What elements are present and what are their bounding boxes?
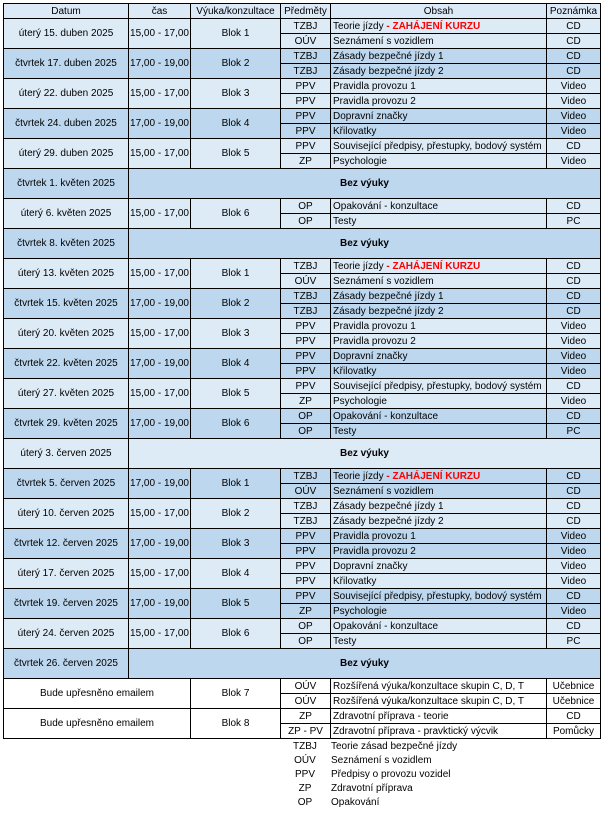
subject-code: TZBJ <box>281 259 331 274</box>
subject-code: OP <box>281 199 331 214</box>
legend-row <box>283 767 457 781</box>
content-cell <box>331 34 547 49</box>
table-row <box>4 619 601 634</box>
date-cell: úterý 29. duben 2025 <box>4 139 129 169</box>
time-cell: 17,00 - 19,00 <box>129 49 191 79</box>
note-cell: CD <box>547 274 601 289</box>
content-cell <box>331 109 547 124</box>
legend-row <box>283 739 457 753</box>
note-cell: Video <box>547 154 601 169</box>
block-cell: Blok 8 <box>191 709 281 739</box>
time-cell: 15,00 - 17,00 <box>129 19 191 49</box>
subject-code: OÚV <box>281 484 331 499</box>
header-vyuka: Výuka/konzultace <box>191 4 281 19</box>
date-cell: čtvrtek 26. červen 2025 <box>4 649 129 679</box>
table-row <box>4 259 601 274</box>
note-cell: CD <box>547 379 601 394</box>
header-predmety: Předměty <box>281 4 331 19</box>
date-cell: čtvrtek 12. červen 2025 <box>4 529 129 559</box>
no-lesson-row <box>4 169 601 199</box>
date-cell: čtvrtek 15. květen 2025 <box>4 289 129 319</box>
legend-description: Předpisy o provozu vozidel <box>331 768 451 780</box>
date-cell: úterý 6. květen 2025 <box>4 199 129 229</box>
content-cell <box>331 469 547 484</box>
time-cell: 17,00 - 19,00 <box>129 349 191 379</box>
content-text: Opakování - konzultace <box>333 410 439 422</box>
note-cell: Video <box>547 319 601 334</box>
note-cell: CD <box>547 709 601 724</box>
subject-code: TZBJ <box>281 289 331 304</box>
note-cell: CD <box>547 199 601 214</box>
note-cell: Video <box>547 94 601 109</box>
subject-code: ZP - PV <box>281 724 331 739</box>
note-cell: Video <box>547 604 601 619</box>
time-cell: 15,00 - 17,00 <box>129 619 191 649</box>
content-text: Rozšířená výuka/konzultace skupin C, D, T <box>333 680 525 692</box>
date-cell: úterý 22. duben 2025 <box>4 79 129 109</box>
note-cell: CD <box>547 19 601 34</box>
date-cell: čtvrtek 19. červen 2025 <box>4 589 129 619</box>
subject-code: TZBJ <box>281 64 331 79</box>
content-text: Opakování - konzultace <box>333 620 439 632</box>
content-text: Teorie jízdy <box>333 470 384 482</box>
note-cell: Učebnice <box>547 679 601 694</box>
note-cell: Video <box>547 559 601 574</box>
date-cell: úterý 27. květen 2025 <box>4 379 129 409</box>
date-cell: úterý 3. červen 2025 <box>4 439 129 469</box>
content-cell <box>331 709 547 724</box>
block-cell: Blok 3 <box>191 529 281 559</box>
content-text: Rozšířená výuka/konzultace skupin C, D, T <box>333 695 525 707</box>
note-cell: CD <box>547 469 601 484</box>
content-text: Pravidla provozu 2 <box>333 545 416 557</box>
block-cell: Blok 5 <box>191 139 281 169</box>
content-text: Zásady bezpečné jízdy 1 <box>333 500 444 512</box>
content-text: Zásady bezpečné jízdy 2 <box>333 515 444 527</box>
subject-code: ZP <box>281 709 331 724</box>
note-cell: PC <box>547 424 601 439</box>
content-text: Křilovatky <box>333 575 377 587</box>
subject-code: OP <box>281 634 331 649</box>
subject-code: OP <box>281 409 331 424</box>
legend-code: TZBJ <box>293 740 317 752</box>
content-cell <box>331 529 547 544</box>
table-row <box>4 409 601 424</box>
date-cell: čtvrtek 5. červen 2025 <box>4 469 129 499</box>
content-text: Pravidla provozu 1 <box>333 320 416 332</box>
content-cell <box>331 574 547 589</box>
header-cas: čas <box>129 4 191 19</box>
content-cell <box>331 589 547 604</box>
subject-code: PPV <box>281 94 331 109</box>
date-cell: čtvrtek 24. duben 2025 <box>4 109 129 139</box>
table-row <box>4 379 601 394</box>
time-cell: 17,00 - 19,00 <box>129 469 191 499</box>
content-cell <box>331 19 547 34</box>
content-text: Seznámení s vozidlem <box>333 485 434 497</box>
note-cell: CD <box>547 589 601 604</box>
subject-code: OÚV <box>281 34 331 49</box>
table-row <box>4 589 601 604</box>
note-cell: CD <box>547 139 601 154</box>
content-text: Zásady bezpečné jízdy 1 <box>333 290 444 302</box>
header-poznamka: Poznámka <box>547 4 601 19</box>
content-text: Testy <box>333 425 357 437</box>
time-cell: 17,00 - 19,00 <box>129 529 191 559</box>
content-cell <box>331 274 547 289</box>
content-cell <box>331 289 547 304</box>
date-cell: úterý 17. červen 2025 <box>4 559 129 589</box>
note-cell: CD <box>547 484 601 499</box>
content-text: Teorie jízdy <box>333 20 384 32</box>
content-cell <box>331 334 547 349</box>
course-start-label: - ZAHÁJENÍ KURZU <box>386 20 481 32</box>
block-cell: Blok 4 <box>191 559 281 589</box>
table-row <box>4 199 601 214</box>
content-text: Seznámení s vozidlem <box>333 35 434 47</box>
subject-code: OÚV <box>281 679 331 694</box>
schedule-table <box>3 3 601 739</box>
subject-code: PPV <box>281 109 331 124</box>
note-cell: Video <box>547 574 601 589</box>
content-text: Pravidla provozu 1 <box>333 80 416 92</box>
content-cell <box>331 724 547 739</box>
note-cell: PC <box>547 634 601 649</box>
legend-code: PPV <box>294 768 315 780</box>
time-cell: 17,00 - 19,00 <box>129 409 191 439</box>
legend-code: OP <box>297 796 313 808</box>
subject-code: PPV <box>281 364 331 379</box>
content-text: Zásady bezpečné jízdy 2 <box>333 65 444 77</box>
content-cell <box>331 199 547 214</box>
block-cell: Blok 6 <box>191 619 281 649</box>
content-text: Související předpisy, přestupky, bodový systém <box>333 140 542 152</box>
header-row <box>4 4 601 19</box>
legend-description: Teorie zásad bezpečné jízdy <box>331 740 458 752</box>
content-text: Testy <box>333 215 357 227</box>
table-row <box>4 139 601 154</box>
content-text: Zásady bezpečné jízdy 2 <box>333 305 444 317</box>
legend-code: OÚV <box>294 754 316 766</box>
content-text: Zásady bezpečné jízdy 1 <box>333 50 444 62</box>
time-cell: 15,00 - 17,00 <box>129 499 191 529</box>
note-cell: Video <box>547 109 601 124</box>
content-text: Psychologie <box>333 395 387 407</box>
content-cell <box>331 64 547 79</box>
time-cell: 15,00 - 17,00 <box>129 379 191 409</box>
note-cell: Video <box>547 544 601 559</box>
no-lesson-row <box>4 229 601 259</box>
note-cell: Pomůcky <box>547 724 601 739</box>
note-cell: Video <box>547 349 601 364</box>
subject-code: ZP <box>281 154 331 169</box>
note-cell: CD <box>547 619 601 634</box>
table-row <box>4 469 601 484</box>
subject-code: PPV <box>281 334 331 349</box>
subject-code: PPV <box>281 139 331 154</box>
table-row <box>4 709 601 724</box>
table-row <box>4 49 601 64</box>
content-text: Dopravní značky <box>333 350 408 362</box>
time-cell: 15,00 - 17,00 <box>129 259 191 289</box>
subject-code: OÚV <box>281 694 331 709</box>
content-cell <box>331 364 547 379</box>
content-cell <box>331 94 547 109</box>
content-cell <box>331 214 547 229</box>
subject-code: OP <box>281 424 331 439</box>
time-cell: 17,00 - 19,00 <box>129 589 191 619</box>
subject-code: TZBJ <box>281 19 331 34</box>
note-cell: CD <box>547 49 601 64</box>
legend-row <box>283 753 457 767</box>
block-cell: Blok 1 <box>191 469 281 499</box>
date-cell: úterý 13. květen 2025 <box>4 259 129 289</box>
subject-code: TZBJ <box>281 469 331 484</box>
time-cell: 15,00 - 17,00 <box>129 199 191 229</box>
subject-code: TZBJ <box>281 499 331 514</box>
content-cell <box>331 124 547 139</box>
content-text: Pravidla provozu 2 <box>333 335 416 347</box>
subject-code: PPV <box>281 559 331 574</box>
no-lesson-row <box>4 649 601 679</box>
content-cell <box>331 679 547 694</box>
block-cell: Blok 4 <box>191 349 281 379</box>
subject-code: PPV <box>281 79 331 94</box>
time-cell: 15,00 - 17,00 <box>129 319 191 349</box>
legend-row <box>283 781 457 795</box>
content-text: Zdravotní příprava - teorie <box>333 710 449 722</box>
date-cell: úterý 15. duben 2025 <box>4 19 129 49</box>
content-cell <box>331 349 547 364</box>
content-text: Dopravní značky <box>333 110 408 122</box>
date-cell: Bude upřesněno emailem <box>4 709 191 739</box>
note-cell: Video <box>547 529 601 544</box>
content-cell <box>331 424 547 439</box>
note-cell: Video <box>547 124 601 139</box>
legend-description: Seznámení s vozidlem <box>331 754 432 766</box>
content-cell <box>331 604 547 619</box>
note-cell: CD <box>547 259 601 274</box>
content-text: Psychologie <box>333 155 387 167</box>
content-cell <box>331 514 547 529</box>
subject-code: PPV <box>281 124 331 139</box>
note-cell: PC <box>547 214 601 229</box>
block-cell: Blok 5 <box>191 379 281 409</box>
block-cell: Blok 1 <box>191 19 281 49</box>
header-datum: Datum <box>4 4 129 19</box>
subject-code: OP <box>281 619 331 634</box>
subject-code: PPV <box>281 544 331 559</box>
subject-code: OÚV <box>281 274 331 289</box>
legend-description: Opakování <box>331 796 380 808</box>
date-cell: čtvrtek 8. květen 2025 <box>4 229 129 259</box>
legend-row <box>283 795 457 809</box>
subject-code: ZP <box>281 394 331 409</box>
time-cell: 15,00 - 17,00 <box>129 79 191 109</box>
subject-code: TZBJ <box>281 304 331 319</box>
table-row <box>4 349 601 364</box>
block-cell: Blok 7 <box>191 679 281 709</box>
time-cell: 15,00 - 17,00 <box>129 559 191 589</box>
course-start-label: - ZAHÁJENÍ KURZU <box>386 470 481 482</box>
date-cell: úterý 24. červen 2025 <box>4 619 129 649</box>
note-cell: CD <box>547 409 601 424</box>
content-cell <box>331 409 547 424</box>
table-row <box>4 529 601 544</box>
block-cell: Blok 5 <box>191 589 281 619</box>
header-obsah: Obsah <box>331 4 547 19</box>
content-cell <box>331 544 547 559</box>
content-cell <box>331 694 547 709</box>
content-text: Psychologie <box>333 605 387 617</box>
block-cell: Blok 4 <box>191 109 281 139</box>
note-cell: CD <box>547 499 601 514</box>
no-lesson-label: Bez výuky <box>129 439 601 469</box>
time-cell: 17,00 - 19,00 <box>129 109 191 139</box>
table-row <box>4 19 601 34</box>
date-cell: úterý 20. květen 2025 <box>4 319 129 349</box>
block-cell: Blok 2 <box>191 289 281 319</box>
subject-code: PPV <box>281 529 331 544</box>
content-cell <box>331 619 547 634</box>
content-text: Opakování - konzultace <box>333 200 439 212</box>
date-cell: úterý 10. červen 2025 <box>4 499 129 529</box>
content-cell <box>331 394 547 409</box>
subject-code: PPV <box>281 379 331 394</box>
date-cell: čtvrtek 1. květen 2025 <box>4 169 129 199</box>
block-cell: Blok 1 <box>191 259 281 289</box>
content-cell <box>331 49 547 64</box>
content-text: Křilovatky <box>333 365 377 377</box>
table-row <box>4 499 601 514</box>
note-cell: CD <box>547 289 601 304</box>
content-cell <box>331 319 547 334</box>
content-text: Dopravní značky <box>333 560 408 572</box>
content-text: Křilovatky <box>333 125 377 137</box>
table-row <box>4 289 601 304</box>
subject-code: PPV <box>281 589 331 604</box>
content-cell <box>331 304 547 319</box>
content-cell <box>331 139 547 154</box>
subject-code: TZBJ <box>281 514 331 529</box>
block-cell: Blok 2 <box>191 499 281 529</box>
block-cell: Blok 3 <box>191 79 281 109</box>
content-text: Související předpisy, přestupky, bodový systém <box>333 590 542 602</box>
legend-table <box>283 739 457 809</box>
no-lesson-label: Bez výuky <box>129 649 601 679</box>
date-cell: čtvrtek 22. květen 2025 <box>4 349 129 379</box>
note-cell: Video <box>547 364 601 379</box>
subject-code: OP <box>281 214 331 229</box>
content-text: Zdravotní příprava - pravktický výcvik <box>333 725 499 737</box>
date-cell: čtvrtek 17. duben 2025 <box>4 49 129 79</box>
no-lesson-row <box>4 439 601 469</box>
time-cell: 17,00 - 19,00 <box>129 289 191 319</box>
table-row <box>4 319 601 334</box>
content-text: Pravidla provozu 2 <box>333 95 416 107</box>
note-cell: CD <box>547 64 601 79</box>
note-cell: Video <box>547 79 601 94</box>
subject-code: ZP <box>281 604 331 619</box>
table-row <box>4 679 601 694</box>
block-cell: Blok 2 <box>191 49 281 79</box>
table-row <box>4 109 601 124</box>
content-cell <box>331 559 547 574</box>
content-cell <box>331 154 547 169</box>
content-text: Související předpisy, přestupky, bodový systém <box>333 380 542 392</box>
subject-code: TZBJ <box>281 49 331 64</box>
table-row <box>4 79 601 94</box>
note-cell: Video <box>547 394 601 409</box>
subject-code: PPV <box>281 574 331 589</box>
content-cell <box>331 484 547 499</box>
note-cell: CD <box>547 514 601 529</box>
legend-description: Zdravotní příprava <box>331 782 413 794</box>
no-lesson-label: Bez výuky <box>129 169 601 199</box>
note-cell: Učebnice <box>547 694 601 709</box>
course-start-label: - ZAHÁJENÍ KURZU <box>386 260 481 272</box>
content-cell <box>331 259 547 274</box>
note-cell: Video <box>547 334 601 349</box>
date-cell: čtvrtek 29. květen 2025 <box>4 409 129 439</box>
note-cell: CD <box>547 34 601 49</box>
block-cell: Blok 6 <box>191 409 281 439</box>
date-cell: Bude upřesněno emailem <box>4 679 191 709</box>
subject-code: PPV <box>281 349 331 364</box>
block-cell: Blok 6 <box>191 199 281 229</box>
content-cell <box>331 634 547 649</box>
content-cell <box>331 79 547 94</box>
content-text: Testy <box>333 635 357 647</box>
time-cell: 15,00 - 17,00 <box>129 139 191 169</box>
no-lesson-label: Bez výuky <box>129 229 601 259</box>
legend-code: ZP <box>298 782 312 794</box>
content-text: Pravidla provozu 1 <box>333 530 416 542</box>
subject-code: PPV <box>281 319 331 334</box>
content-text: Seznámení s vozidlem <box>333 275 434 287</box>
table-row <box>4 559 601 574</box>
block-cell: Blok 3 <box>191 319 281 349</box>
content-cell <box>331 379 547 394</box>
note-cell: CD <box>547 304 601 319</box>
content-text: Teorie jízdy <box>333 260 384 272</box>
content-cell <box>331 499 547 514</box>
